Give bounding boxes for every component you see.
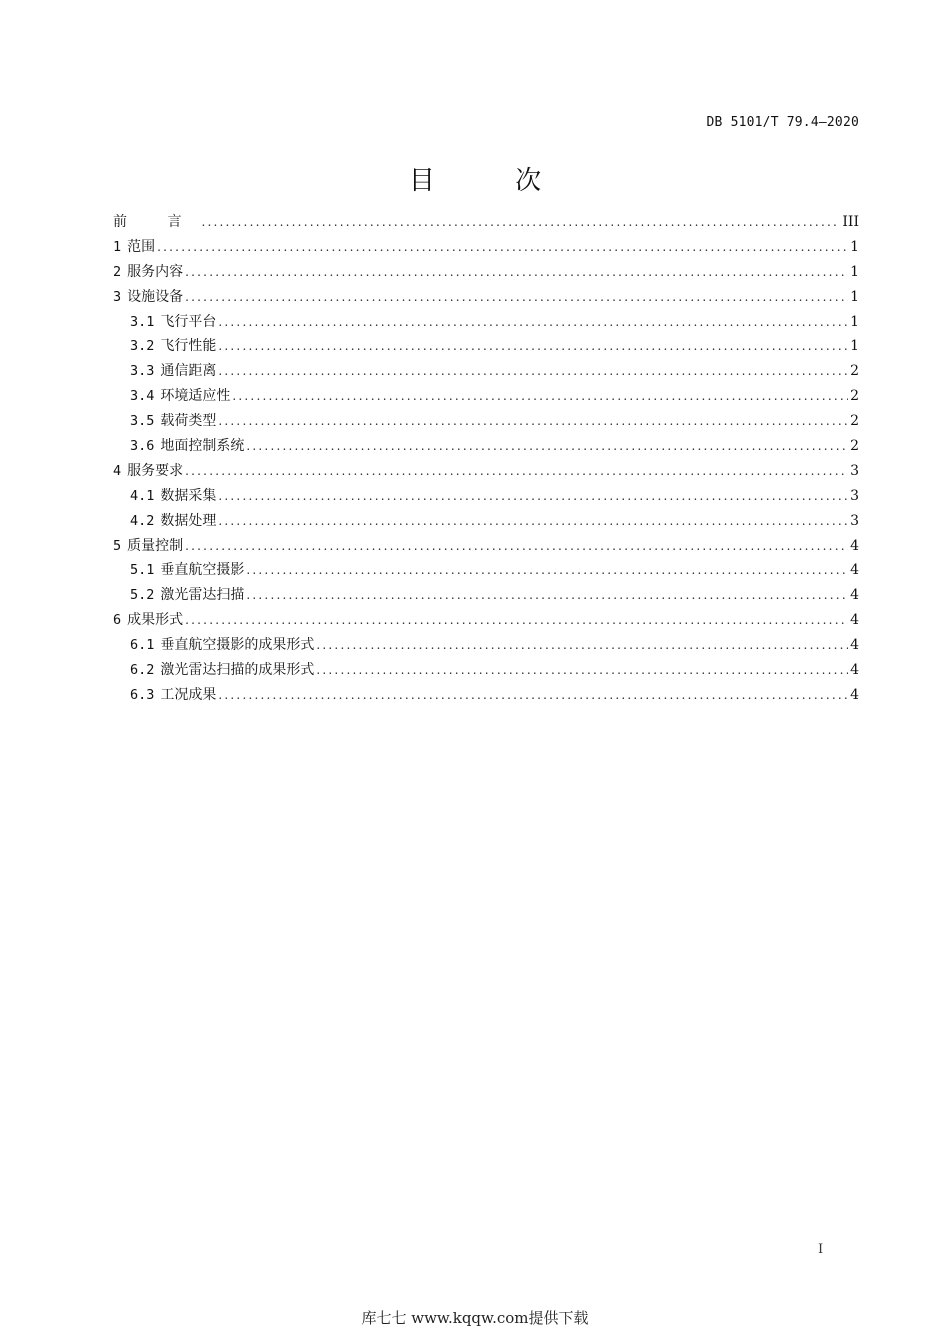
toc-entry[interactable] — [113, 534, 859, 559]
toc-entry-number: 3.5 — [130, 413, 155, 430]
toc-entry-label: 飞行平台 — [160, 313, 217, 330]
toc-entry[interactable] — [113, 359, 859, 384]
toc-entry-page: 4 — [850, 686, 859, 703]
toc-entry-number: 3.6 — [130, 438, 155, 455]
toc-dot-leader — [218, 409, 848, 434]
toc-entry-label: 垂直航空摄影 — [160, 562, 245, 579]
toc-entry-page: III — [842, 214, 859, 230]
toc-entry[interactable] — [113, 235, 859, 260]
toc-entry-number: 3.1 — [130, 313, 155, 330]
toc-dot-leader — [157, 235, 848, 260]
toc-dot-leader — [185, 534, 848, 559]
toc-dot-leader — [218, 359, 848, 384]
toc-entry-page: 2 — [850, 438, 859, 455]
toc-entry-number: 6.3 — [130, 686, 155, 703]
toc-dot-leader — [232, 384, 848, 409]
toc-dot-leader — [316, 633, 848, 658]
toc-entry-page: 4 — [850, 612, 859, 629]
toc-dot-leader — [246, 434, 848, 459]
toc-dot-leader — [246, 583, 848, 608]
toc-entry-label: 数据采集 — [160, 487, 217, 504]
toc-entry-page: 4 — [850, 587, 859, 604]
toc-dot-leader — [185, 459, 848, 484]
toc-entry-label: 垂直航空摄影的成果形式 — [160, 637, 315, 654]
toc-entry[interactable] — [113, 459, 859, 484]
toc-entry-label: 环境适应性 — [160, 388, 231, 405]
toc-entry-number: 6.2 — [130, 662, 155, 679]
toc-entry-number: 3.3 — [130, 363, 155, 380]
toc-entry-label: 飞行性能 — [160, 338, 217, 355]
toc-entry[interactable] — [113, 509, 859, 534]
toc-entry-label: 前 言 — [113, 214, 200, 230]
toc-entry-number: 5 — [113, 537, 122, 554]
toc-entry[interactable] — [113, 658, 859, 683]
toc-entry-page: 1 — [850, 238, 859, 255]
toc-entry-number: 4.2 — [130, 512, 155, 529]
toc-dot-leader — [201, 210, 840, 235]
toc-entry[interactable] — [113, 633, 859, 658]
toc-entry[interactable] — [113, 384, 859, 409]
toc-entry-page: 2 — [850, 413, 859, 430]
toc-entry[interactable] — [113, 434, 859, 459]
toc-entry-page: 2 — [850, 363, 859, 380]
toc-entry-number: 4.1 — [130, 487, 155, 504]
toc-entry-label: 设施设备 — [127, 288, 184, 305]
toc-entry-number: 5.1 — [130, 562, 155, 579]
toc-dot-leader — [218, 484, 848, 509]
toc-entry-label: 数据处理 — [160, 512, 217, 529]
toc-dot-leader — [218, 683, 848, 708]
toc-entry-number: 1 — [113, 238, 122, 255]
toc-entry-number: 4 — [113, 462, 122, 479]
page-number: I — [818, 1242, 824, 1257]
toc-entry-label: 载荷类型 — [160, 413, 217, 430]
toc-entry[interactable] — [113, 260, 859, 285]
toc-entry-page: 1 — [850, 263, 859, 280]
toc-entry-label: 激光雷达扫描 — [160, 587, 245, 604]
toc-entry-number: 3 — [113, 288, 122, 305]
toc-entry-label: 服务要求 — [127, 462, 184, 479]
toc-dot-leader — [185, 285, 848, 310]
toc-entry-number: 2 — [113, 263, 122, 280]
toc-entry-number: 5.2 — [130, 587, 155, 604]
toc-entry[interactable] — [113, 409, 859, 434]
toc-entry-number: 3.2 — [130, 338, 155, 355]
toc-entry-page: 1 — [850, 313, 859, 330]
toc-entry-label: 地面控制系统 — [160, 438, 245, 455]
footer-watermark-text: 库七七 www.kqqw.com提供下载 — [361, 1309, 589, 1327]
toc-entry-label: 激光雷达扫描的成果形式 — [160, 662, 315, 679]
table-of-contents — [113, 210, 859, 708]
toc-entry-page: 3 — [850, 512, 859, 529]
toc-entry-page: 4 — [850, 662, 859, 679]
toc-entry[interactable] — [113, 484, 859, 509]
toc-entry-page: 1 — [850, 338, 859, 355]
toc-entry-page: 4 — [850, 562, 859, 579]
toc-entry[interactable] — [113, 210, 859, 235]
toc-entry-page: 4 — [850, 637, 859, 654]
toc-entry-label: 质量控制 — [127, 537, 184, 554]
toc-entry[interactable] — [113, 608, 859, 633]
toc-entry[interactable] — [113, 285, 859, 310]
page-title: 目 次 — [408, 166, 578, 196]
toc-entry-number: 6.1 — [130, 637, 155, 654]
toc-dot-leader — [218, 334, 848, 359]
toc-entry[interactable] — [113, 558, 859, 583]
toc-entry-page: 4 — [850, 537, 859, 554]
toc-entry-page: 1 — [850, 288, 859, 305]
toc-dot-leader — [218, 310, 848, 335]
toc-entry-number: 6 — [113, 612, 122, 629]
toc-entry-page: 2 — [850, 388, 859, 405]
toc-dot-leader — [246, 558, 848, 583]
toc-entry[interactable] — [113, 334, 859, 359]
toc-entry-label: 工况成果 — [160, 686, 217, 703]
toc-entry[interactable] — [113, 683, 859, 708]
toc-entry-label: 通信距离 — [160, 363, 217, 380]
toc-entry-label: 范围 — [127, 238, 156, 255]
toc-entry-label: 服务内容 — [127, 263, 184, 280]
toc-dot-leader — [316, 658, 848, 683]
toc-entry[interactable] — [113, 583, 859, 608]
toc-entry-number: 3.4 — [130, 388, 155, 405]
toc-entry[interactable] — [113, 310, 859, 335]
document-code: DB 5101/T 79.4—2020 — [706, 115, 859, 130]
toc-entry-page: 3 — [850, 487, 859, 504]
toc-entry-label: 成果形式 — [127, 612, 184, 629]
toc-entry-page: 3 — [850, 462, 859, 479]
toc-dot-leader — [218, 509, 848, 534]
toc-dot-leader — [185, 260, 848, 285]
toc-dot-leader — [185, 608, 848, 633]
